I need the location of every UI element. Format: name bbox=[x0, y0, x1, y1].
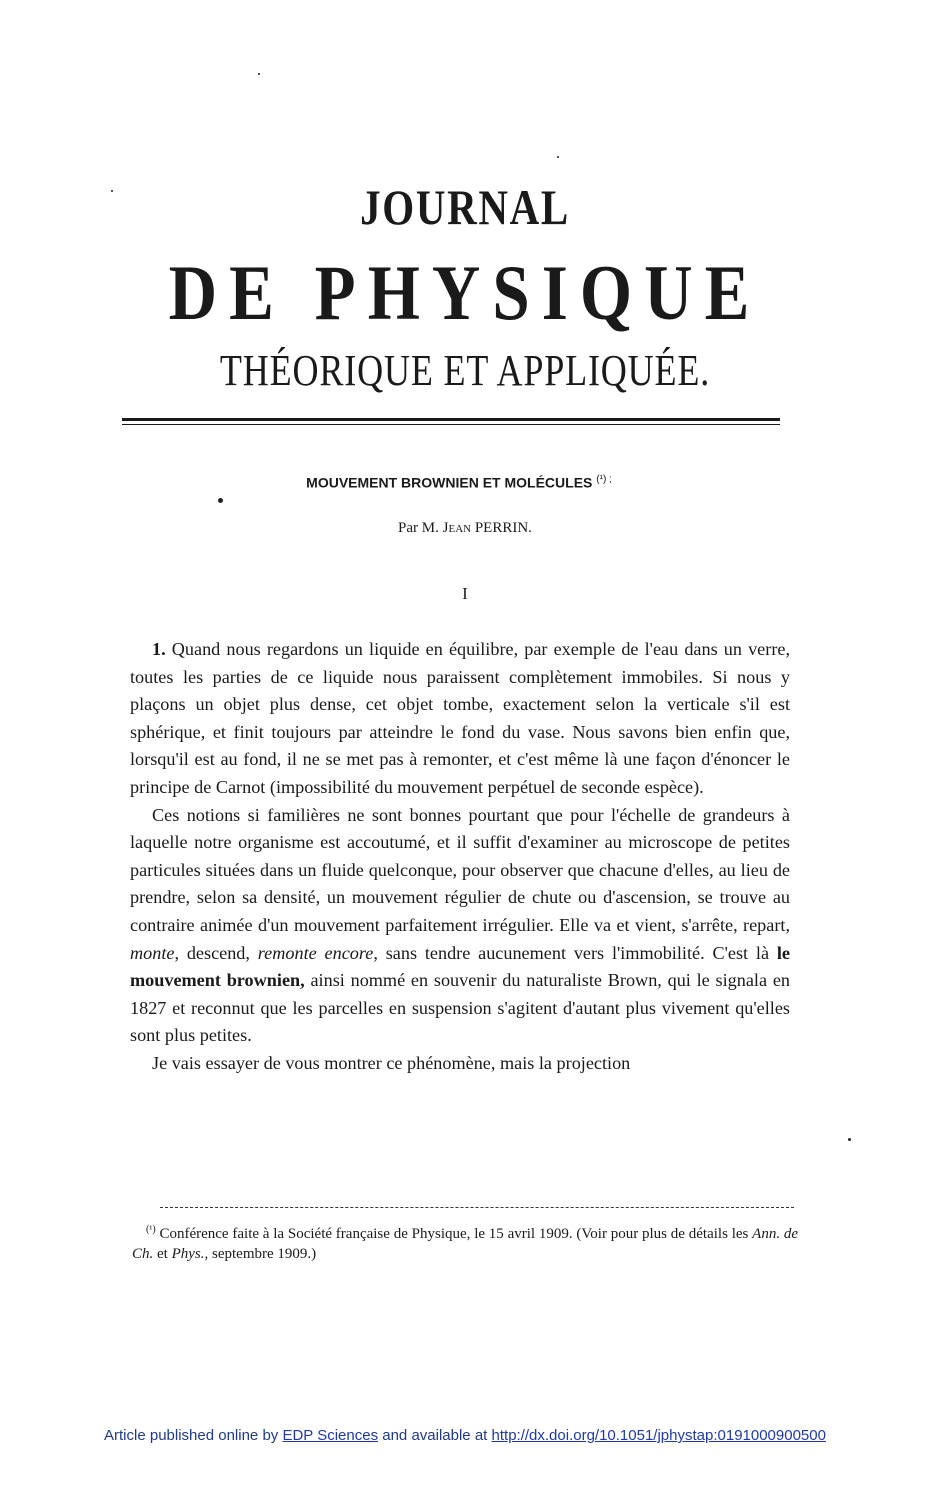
article-title-note: (¹) ; bbox=[596, 474, 612, 485]
paragraph-1 bbox=[130, 636, 790, 802]
scan-speck bbox=[111, 190, 113, 192]
footnote-text-b: et bbox=[157, 1246, 168, 1262]
footnote-text-c: , septembre 1909.) bbox=[204, 1246, 317, 1262]
scan-speck bbox=[258, 73, 260, 75]
footnote-rule bbox=[160, 1207, 794, 1208]
masthead-rule-thick bbox=[122, 418, 780, 421]
publisher-prefix: Article published online by bbox=[104, 1427, 279, 1444]
paragraph-1-text: Quand nous regardons un liquide en équilibre, par exemple de l'eau dans un verre, toutes les parties de ce liquide nous paraissent complètement immobiles. Si nous y plaçons un objet plus dense, cet objet tombe, exactement selon la verticale s'il est sphérique, et finit toujours par atteindre le fond du vase. Nous savons bien enfin que, lorsqu'il est au fond, il ne se met pas à remonter, et c'est même là une façon d'énoncer le principe de Carnot (impossibilité du mouvement perpétuel de seconde espèce). bbox=[130, 639, 790, 797]
paragraph-3 bbox=[130, 1050, 790, 1078]
article-title: MOUVEMENT BROWNIEN ET MOLÉCULES bbox=[306, 474, 593, 491]
paragraph-2-bold-term: le mouvement brownien, bbox=[130, 942, 790, 991]
masthead-rule-thin bbox=[122, 424, 780, 425]
footnote bbox=[132, 1220, 798, 1264]
author-first-name: Jean bbox=[442, 520, 472, 536]
footnote-text-a: Conférence faite à la Société française de Physique, le 15 avril 1909. (Voir pour plus de détails les bbox=[159, 1226, 749, 1242]
article-title-line bbox=[0, 474, 924, 491]
author-last-name: PERRIN. bbox=[474, 520, 532, 536]
publisher-notice bbox=[0, 1427, 930, 1444]
footnote-italic-phys: Phys. bbox=[171, 1246, 205, 1262]
paragraph-3-text: Je vais essayer de vous montrer ce phénomène, mais la projection bbox=[152, 1052, 631, 1073]
paragraph-number: 1. bbox=[152, 639, 166, 659]
footnote-mark: (¹) bbox=[146, 1224, 156, 1235]
body-text bbox=[130, 636, 790, 1078]
paragraph-2-text-b: , descend, bbox=[174, 942, 250, 963]
paragraph-2-text-a: Ces notions si familières ne sont bonnes pourtant que pour l'échelle de grandeurs à laquelle notre organisme est accoutumé, et il suffit d'examiner au microscope de petites particules situées dans un fluide quelconque, pour observer que chacune d'elles, au lieu de prendre, selon sa densité, un mouvement régulier de chute ou d'ascension, se trouve au contraire animée d'un mouvement parfaitement irrégulier. Elle va et vient, s'arrête, repart, bbox=[130, 804, 790, 935]
publisher-middle: and available at bbox=[382, 1427, 488, 1444]
journal-title-line3: THÉORIQUE ET APPLIQUÉE. bbox=[219, 346, 711, 395]
scan-speck bbox=[557, 156, 559, 158]
author-line bbox=[0, 520, 930, 537]
paragraph-2-italic-monte: monte bbox=[130, 942, 175, 963]
doi-link[interactable]: http://dx.doi.org/10.1051/jphystap:0191000900500 bbox=[491, 1427, 826, 1444]
paragraph-2 bbox=[130, 802, 790, 1050]
journal-title-line2: DE PHYSIQUE bbox=[168, 249, 762, 336]
paragraph-2-italic-remonte: remonte encore bbox=[257, 942, 374, 963]
author-prefix: Par M. bbox=[398, 520, 439, 536]
paragraph-2-text-d: ainsi nommé en souvenir du naturaliste Brown, qui le signala en 1827 et reconnut que les parcelles en suspension s'agitent d'autant plus vivement qu'elles sont plus petites. bbox=[130, 970, 790, 1046]
scan-speck bbox=[218, 498, 223, 503]
journal-title-line1: JOURNAL bbox=[360, 179, 570, 235]
footnote-italic-ann: Ann. de Ch. bbox=[132, 1226, 799, 1262]
section-numeral: I bbox=[462, 584, 468, 603]
scan-speck bbox=[848, 1138, 851, 1141]
paragraph-2-text-c: , sans tendre aucunement vers l'immobilité. C'est là bbox=[373, 942, 770, 963]
edp-sciences-link[interactable]: EDP Sciences bbox=[282, 1427, 379, 1444]
